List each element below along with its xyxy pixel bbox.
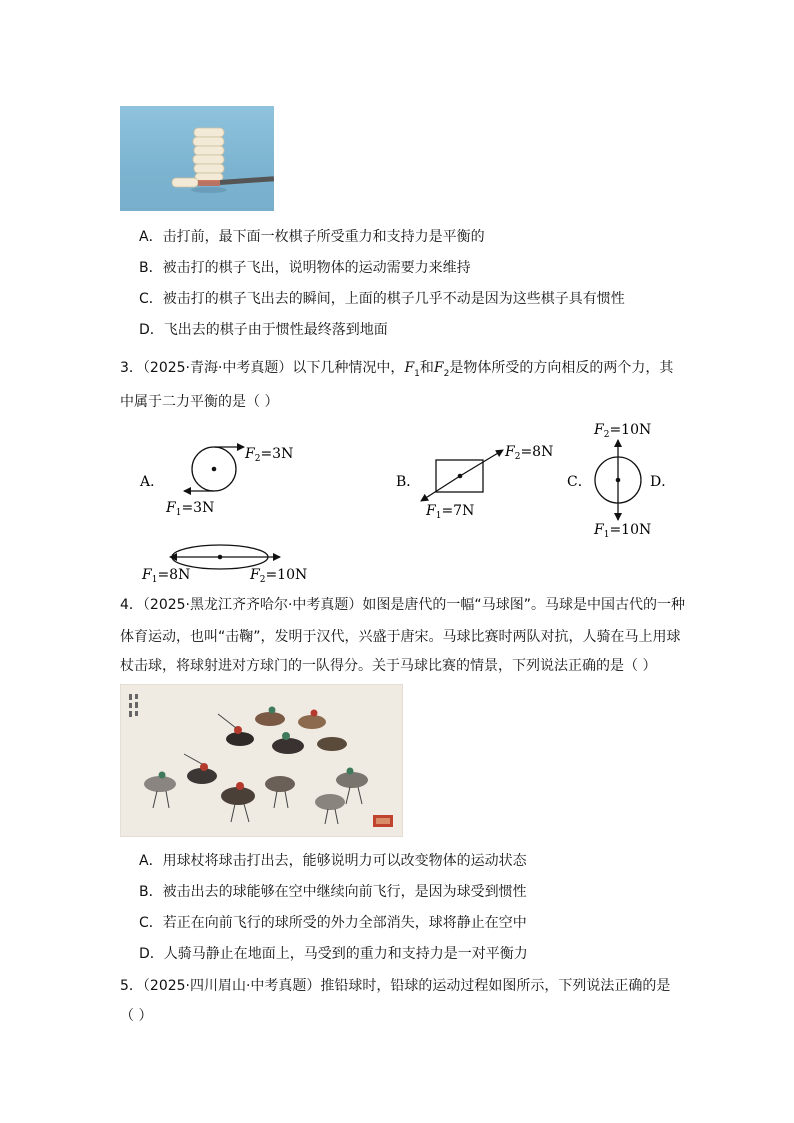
q3-f2-subscript: 2: [443, 368, 450, 379]
diagram-c-f2-subscript: 2: [603, 430, 610, 440]
q2-option-b: B．被击打的棋子飞出，说明物体的运动需要力来维持: [139, 260, 471, 276]
diagram-b-label: B．: [396, 474, 421, 490]
diagram-b-f2-text: [504, 444, 553, 462]
q3-f2-symbol: F: [433, 360, 444, 376]
q4-stem-line3: 杖击球，将球射进对方球门的一队得分。关于马球比赛的情景，下列说法正确的是（ ）: [120, 658, 657, 674]
diagram-b-f1-subscript: 1: [435, 511, 442, 521]
q2-option-d: D．飞出去的棋子由于惯性最终落到地面: [139, 322, 388, 338]
diagram-a-f2-value: =3N: [260, 446, 294, 462]
diagram-c-label: C．: [567, 474, 592, 490]
diagram-d-f1-value: =8N: [157, 567, 191, 583]
diagram-a-f2-symbol: F: [245, 446, 255, 462]
diagram-c-f1-text: [593, 522, 651, 540]
diagram-b-f2-value: =8N: [520, 444, 554, 460]
q5-stem-line2: （ ）: [120, 1008, 153, 1024]
diagram-a-f1-text: [165, 500, 214, 518]
diagram-c-f2-value: =10N: [609, 422, 652, 438]
q4-stem-line2: 体育运动，也叫“击鞠”，发明于汉代，兴盛于唐宋。马球比赛时两队对抗，人骑在马上用球: [120, 629, 681, 645]
q3-f1-subscript: 1: [414, 368, 420, 379]
q3-force-diagrams: [130, 418, 690, 588]
diagram-a-f2-subscript: 2: [254, 454, 261, 464]
diagram-c-f2-text: [593, 422, 651, 440]
diagram-d-f1-symbol: F: [142, 567, 152, 583]
q5-stem-line1: 5．（2025·四川眉山·中考真题）推铅球时，铅球的运动过程如图所示，下列说法正确的是: [120, 978, 671, 994]
q3-f1-symbol: F: [404, 360, 415, 376]
diagram-d-label: D．: [650, 474, 676, 490]
q4-option-b: B．被击出去的球能够在空中继续向前飞行，是因为球受到惯性: [139, 884, 527, 900]
q2-option-c: C．被击打的棋子飞出去的瞬间，上面的棋子几乎不动是因为这些棋子具有惯性: [139, 291, 625, 307]
q3-stem-line2: 中属于二力平衡的是（ ）: [120, 394, 279, 410]
diagram-b-f2-symbol: F: [505, 444, 515, 460]
q4-option-c: C．若正在向前飞行的球所受的外力全部消失，球将静止在空中: [139, 915, 527, 931]
diagram-c-f1-symbol: F: [594, 522, 604, 538]
q3-stem-line1: [120, 358, 673, 384]
diagram-d-f1-subscript: 1: [151, 575, 158, 585]
diagram-a-label: A．: [140, 474, 165, 490]
diagram-d-f2-symbol: F: [250, 567, 260, 583]
diagram-b-f1-symbol: F: [426, 503, 436, 519]
q4-stem-line1: 4．（2025·黑龙江齐齐哈尔·中考真题）如图是唐代的一幅“马球图”。马球是中国古代的一种: [120, 597, 685, 613]
diagram-d: [170, 545, 280, 569]
diagram-d-f2-text: [249, 567, 307, 585]
diagram-a-f1-value: =3N: [181, 500, 215, 516]
q3-and: 和: [419, 360, 434, 376]
diagram-b: [421, 450, 503, 501]
diagram-a-f2-text: [244, 446, 293, 464]
diagram-a-f1-subscript: 1: [175, 508, 182, 518]
diagram-c: [595, 440, 641, 520]
diagram-b-f1-value: =7N: [441, 503, 475, 519]
q2-option-a: A．击打前，最下面一枚棋子所受重力和支持力是平衡的: [139, 229, 485, 245]
diagram-a-f1-symbol: F: [166, 500, 176, 516]
q3-stem-suffix: 是物体所受的方向相反的两个力，其: [449, 360, 674, 376]
diagram-c-f1-value: =10N: [609, 522, 652, 538]
diagram-d-f2-value: =10N: [265, 567, 308, 583]
diagram-b-f1-text: [425, 503, 474, 521]
diagram-c-f2-symbol: F: [594, 422, 604, 438]
diagram-d-f1-text: [141, 567, 190, 585]
q4-option-d: D．人骑马静止在地面上，马受到的重力和支持力是一对平衡力: [139, 946, 528, 962]
diagram-a: [184, 447, 244, 491]
chess-stack-photo: [120, 106, 274, 211]
diagram-b-f2-subscript: 2: [514, 452, 521, 462]
diagram-d-f2-subscript: 2: [259, 575, 266, 585]
polo-painting-image: [120, 684, 403, 837]
diagram-c-f1-subscript: 1: [603, 530, 610, 540]
q3-stem-prefix: 3．（2025·青海·中考真题）以下几种情况中，: [120, 360, 405, 376]
q4-option-a: A．用球杖将球击打出去，能够说明力可以改变物体的运动状态: [139, 853, 527, 869]
